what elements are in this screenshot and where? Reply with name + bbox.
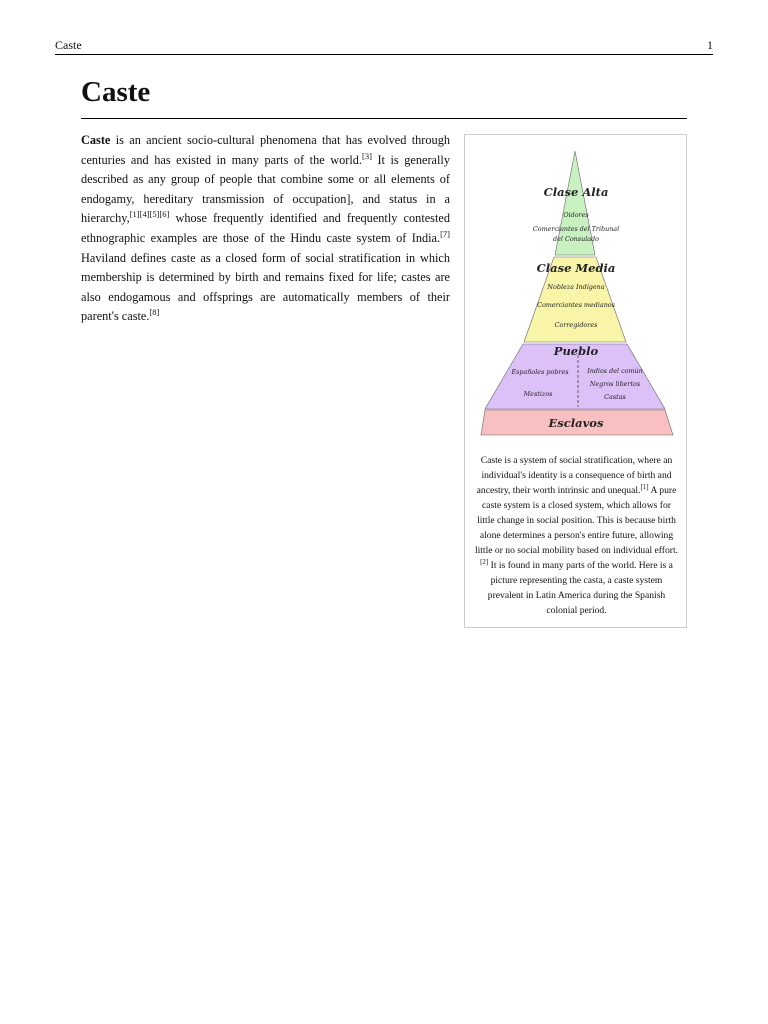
citation-link[interactable]: [3] [362, 150, 372, 161]
tier-item: Españoles pobres [511, 368, 569, 376]
body-text-4: Haviland defines caste as a closed form of social stratification in which membership is determined by birth and remains fixed for life; castes are also endogamous and offsprings are automatically members of their parent's caste. [81, 250, 450, 324]
casta-pyramid-image [465, 135, 686, 445]
tier-item: Oidores [563, 211, 589, 219]
citation-link[interactable]: [1][4][5][6] [129, 209, 170, 220]
body-text-3: whose frequently identified and frequently contested ethnographic examples are those of the Hindu caste system of India. [81, 211, 450, 245]
citation-link[interactable]: [8] [149, 307, 160, 318]
tier-item: Comerciantes del Tribunal [532, 225, 620, 233]
figure-caption [473, 453, 680, 618]
citation-link[interactable]: [1] [640, 482, 649, 491]
tier-item: Comerciantes medianos [537, 301, 615, 309]
tier-item: Corregidores [554, 321, 598, 329]
tier-label-clase-media: Clase Media [536, 261, 616, 275]
caption-text-1: Caste is a system of social stratification, where an individual's identity is a consequence of birth and ancestry, their worth intrinsic and unequal. [476, 455, 673, 496]
article-title: Caste [81, 76, 151, 108]
tier-item: del Consulado [553, 235, 599, 243]
tier-item: Indios del común [587, 367, 643, 375]
caption-text-3: It is found in many parts of the world. Here is a picture representing the casta, a caste system prevalent in Latin America during the Spanish colonial period. [487, 560, 673, 616]
article-paragraph [81, 131, 450, 327]
tier-item: Castas [604, 393, 626, 401]
tier-label-esclavos: Esclavos [548, 416, 604, 430]
tier-label-clase-alta: Clase Alta [543, 185, 609, 199]
tier-item: Negros libertos [589, 380, 641, 388]
caption-text-2: A pure caste system is a closed system, which allows for little change in social position. This is because birth alone determines a person's entire future, allowing little or no social mobility based on individual effort. [474, 485, 679, 556]
tier-item: Mestizos [523, 390, 553, 398]
tier-item: Nobleza Indígena [547, 283, 605, 291]
figure-box [464, 134, 687, 628]
page-number: 1 [707, 38, 713, 52]
running-header [55, 38, 713, 55]
citation-link[interactable]: [7] [440, 228, 450, 239]
article-term: Caste [81, 133, 111, 147]
body-text-1: is an ancient socio-cultural phenomena that has evolved through centuries and has existed in many parts of the world. [81, 133, 450, 167]
title-divider [81, 118, 687, 119]
body-text-2: It is generally described as any group of people that combine some or all elements of endogamy, hereditary transmission of occupation], and status in a hierarchy, [81, 152, 450, 226]
citation-link[interactable]: [2] [480, 557, 489, 566]
tier-label-pueblo: Pueblo [553, 344, 599, 358]
running-header-title: Caste [55, 38, 82, 52]
